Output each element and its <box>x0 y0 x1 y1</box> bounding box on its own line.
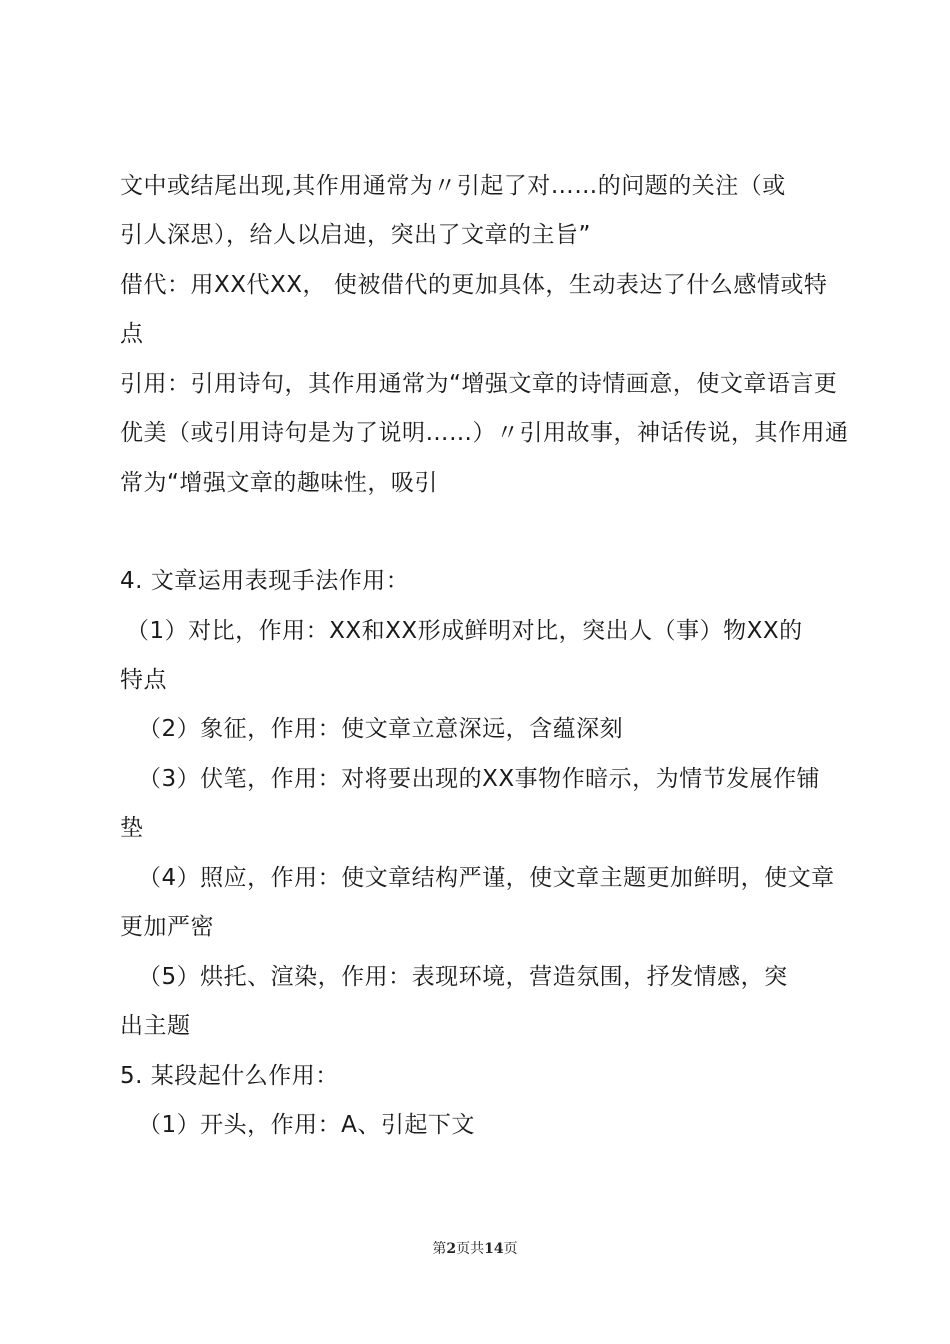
text-line: 垫 <box>120 815 144 841</box>
current-page-number: 2 <box>446 1241 457 1257</box>
text-line: 常为“增强文章的趣味性，吸引 <box>120 470 438 496</box>
section-heading: 4. 文章运用表现手法作用： <box>120 568 410 594</box>
list-item: （1）对比，作用：XX和XX形成鲜明对比，突出人（事）物XX的 <box>126 618 803 644</box>
text-line: 出主题 <box>120 1013 191 1039</box>
page-footer <box>0 1240 950 1258</box>
section-heading: 5. 某段起什么作用： <box>120 1063 339 1089</box>
text-line: 更加严密 <box>120 914 214 940</box>
list-item: （1）开头，作用：A、引起下文 <box>138 1112 475 1138</box>
text-line: 引人深思），给人以启迪，突出了文章的主旨” <box>120 222 591 248</box>
text-line: 引用：引用诗句，其作用通常为“增强文章的诗情画意，使文章语言更 <box>120 371 838 397</box>
text-line: 特点 <box>120 667 167 693</box>
footer-prefix: 第 <box>432 1241 447 1257</box>
list-item: （3）伏笔，作用：对将要出现的XX事物作暗示，为情节发展作铺 <box>138 766 821 792</box>
footer-middle: 页共 <box>456 1241 485 1257</box>
text-line: 文中或结尾出现,其作用通常为〃引起了对……的问题的关注（或 <box>120 173 786 199</box>
list-item: （2）象征，作用：使文章立意深远，含蕴深刻 <box>138 716 624 742</box>
list-item: （4）照应，作用：使文章结构严谨，使文章主题更加鲜明，使文章 <box>138 865 835 891</box>
total-page-count: 14 <box>484 1241 504 1257</box>
text-line: 优美（或引用诗句是为了说明……）〃引用故事，神话传说，其作用通 <box>120 420 849 446</box>
list-item: （5）烘托、渲染，作用：表现环境，营造氛围，抒发情感，突 <box>138 964 788 990</box>
text-line: 点 <box>120 321 144 347</box>
text-line: 借代：用XX代XX， 使被借代的更加具体，生动表达了什么感情或特 <box>120 272 828 298</box>
footer-suffix: 页 <box>503 1241 518 1257</box>
